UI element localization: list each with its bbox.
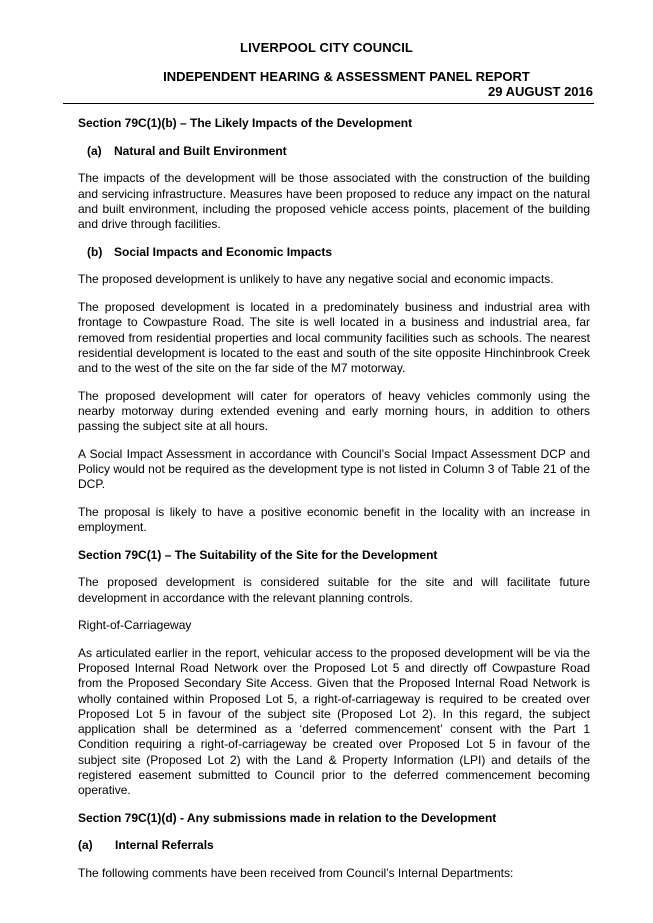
paragraph-site-suitable: The proposed development is considered suitable for the site and will facilitate future development in accordance with the relevant planning controls. [78,575,590,605]
section-heading-site-suitability: Section 79C(1) – The Suitability of the Site for the Development [78,547,438,562]
subheading-title: Internal Referrals [115,838,214,853]
subheading-number: (b) [87,244,103,259]
paragraph-heavy-vehicles: The proposed development will cater for operators of heavy vehicles commonly using the nearby motorway during extended evening and early morning hours, in addition to others passing the subject site at all hours. [78,388,590,434]
report-title: INDEPENDENT HEARING & ASSESSMENT PANEL REPORT [163,69,530,84]
paragraph-economic-benefit: The proposal is likely to have a positive economic benefit in the locality with an increase in employment. [78,504,590,535]
section-heading-submissions: Section 79C(1)(d) - Any submissions made in relation to the Development [78,810,497,825]
report-body [78,116,590,894]
subheading-natural-built-environment [78,144,590,159]
subheading-title: Social Impacts and Economic Impacts [114,244,333,259]
report-date: 29 AUGUST 2016 [487,84,593,99]
subheading-number: (a) [78,838,93,853]
header-divider [63,103,594,104]
paragraph-social-impact-assessment: A Social Impact Assessment in accordance with Council’s Social Impact Assessment DCP and Policy would not be required as the development type is not listed in Column 3 of Table 21 of the DCP. [78,446,590,492]
council-name: LIVERPOOL CITY COUNCIL [240,40,413,55]
paragraph-negative-impacts: The proposed development is unlikely to have any negative social and economic impacts. [78,272,554,287]
subheading-number: (a) [87,143,102,158]
paragraph-internal-departments: The following comments have been received from Council’s Internal Departments: [78,866,514,881]
paragraph-location: The proposed development is located in a predominately business and industrial area with frontage to Cowpasture Road. The site is well located in a business and industrial area, far removed from residential properties and local community facilities such as schools. The nearest residential development is located to the east and south of the site opposite Hinchinbrook Creek and to the west of the site on the far side of the M7 motorway. [78,300,590,375]
subheading-internal-referrals [78,838,590,853]
paragraph-impacts-construction: The impacts of the development will be those associated with the construction of the building and servicing infrastructure. Measures have been proposed to reduce any impact on the natural and built environment, including the proposed vehicle access points, placement of the building and drive through facilities. [78,171,590,232]
report-header [60,69,593,99]
label-right-of-carriageway: Right-of-Carriageway [78,618,192,633]
subheading-social-economic-impacts [78,245,590,260]
paragraph-right-of-carriageway: As articulated earlier in the report, vehicular access to the proposed development will be via the Proposed Internal Road Network over the Proposed Lot 5 and directly off Cowpasture Road from the Proposed Secondary Site Access. Given that the Proposed Internal Road Network is wholly contained within Proposed Lot 5, a right-of-carriageway is required to be created over Proposed Lot 5 in favour of the subject site (Proposed Lot 2). In this regard, the subject application shall be determined as a ‘deferred commencement’ consent with the Part 1 Condition requiring a right-of-carriageway be created over Proposed Lot 5 in favour of the subject site (Proposed Lot 2) with the Land & Property Information (LPI) and details of the registered easement submitted to Council prior to the deferred commencement becoming operative. [78,646,590,797]
subheading-title: Natural and Built Environment [114,143,287,158]
section-heading-likely-impacts: Section 79C(1)(b) – The Likely Impacts of the Development [78,116,413,130]
